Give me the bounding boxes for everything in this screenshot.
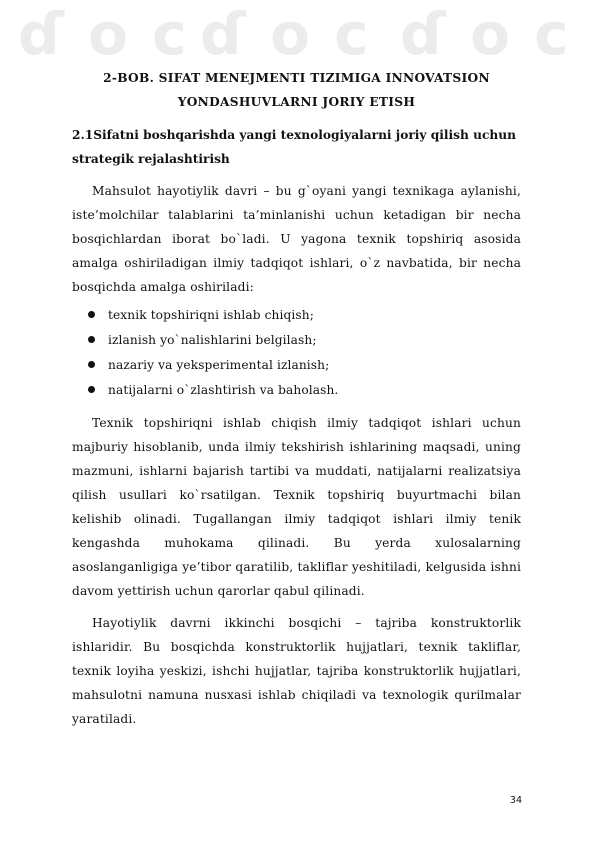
bullet-icon (88, 311, 95, 318)
list-item (72, 328, 521, 353)
watermark-decoration: ɗ o c (200, 0, 371, 68)
chapter-title: 2-BOB. SIFAT MENEJMENTI TIZIMIGA INNOVATSION YONDASHUVLARNI JORIY ETISH (103, 71, 490, 109)
watermark-decoration: ɗ o c (400, 0, 571, 68)
paragraph-intro: Mahsulot hayotiylik davri – bu g`oyani yangi texnikaga aylanishi, iste’molchilar talablarini ta’minlanishi uchun ketadigan bir necha bosqichlardan iborat bo`ladi. U yagona texnik topshiriq asosida amalga oshiriladigan ilmiy tadqiqot ishlari, o`z navbatida, bir necha bosqichda amalga oshiriladi: (72, 184, 521, 294)
paragraph-second-stage: Hayotiylik davrni ikkinchi bosqichi – tajriba konstruktorlik ishlaridir. Bu bosqichda konstruktorlik hujjatlari, texnik takliflar, texnik loyiha yeskizi, ishchi hujjatlar, tajriba konstruktorlik hujjatlari, mahsulotni namuna nusxasi ishlab chiqiladi va texnologik qurilmalar yaratiladi. (72, 616, 521, 726)
list-item-text: texnik topshiriqni ishlab chiqish; (108, 308, 314, 322)
stages-list (72, 303, 521, 403)
watermark-decoration: ɗ o c (18, 0, 189, 68)
list-item (72, 378, 521, 403)
bullet-icon (88, 336, 95, 343)
list-item-text: nazariy va yeksperimental izlanish; (108, 358, 330, 372)
list-item (72, 353, 521, 378)
page-number: 34 (509, 795, 522, 806)
bullet-icon (88, 361, 95, 368)
paragraph-technical-task: Texnik topshiriqni ishlab chiqish ilmiy tadqiqot ishlari uchun majburiy hisoblanib, unda ilmiy tekshirish ishlarining maqsadi, uning mazmuni, ishlarni bajarish tartibi va muddati, natijalarni realizatsiya qilish usullari ko`rsatilgan. Texnik topshiriq buyurtmachi bilan kelishib olinadi. Tugallangan ilmiy tadqiqot ishlari ilmiy tenik kengashda muhokama qilinadi. Bu yerda xulosalarning asoslanganligiga ye’tibor qaratilib, takliflar yeshitiladi, kelgusida ishni davom yettirish uchun qarorlar qabul qilinadi. (72, 416, 521, 598)
document-page (72, 64, 521, 731)
list-item (72, 303, 521, 328)
list-item-text: izlanish yo`nalishlarini belgilash; (108, 333, 317, 347)
bullet-icon (88, 386, 95, 393)
section-title: 2.1Sifatni boshqarishda yangi texnologiyalarni joriy qilish uchun strategik rejalashtirish (72, 128, 516, 166)
list-item-text: natijalarni o`zlashtirish va baholash. (108, 383, 339, 397)
